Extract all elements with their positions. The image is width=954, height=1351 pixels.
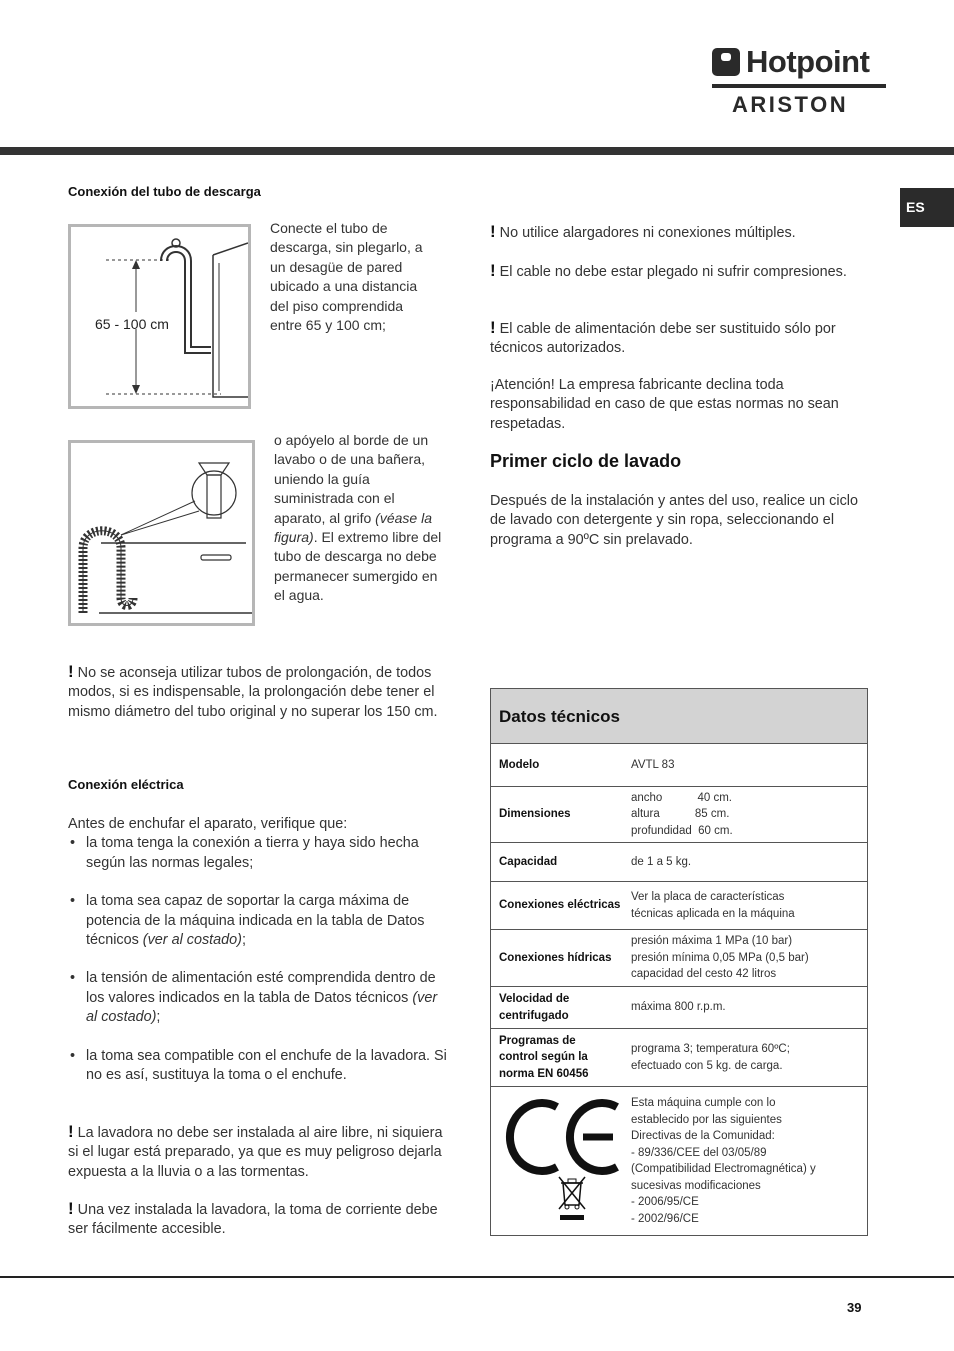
list-item-text: la tensión de alimentación esté comprendida dentro de los valores indicados en la tabla de Datos técnicos bbox=[86, 970, 436, 1006]
hotpoint-mark-icon bbox=[712, 48, 740, 76]
row-value bbox=[631, 933, 867, 983]
row-value-line: presión mínima 0,05 MPa (0,5 bar) bbox=[631, 951, 809, 964]
ce-line: Directivas de la Comunidad: bbox=[631, 1130, 775, 1142]
language-tab: ES bbox=[900, 188, 954, 227]
list-item-italic: (ver al costado) bbox=[142, 932, 242, 949]
header-bar bbox=[0, 147, 954, 155]
warning-mark-icon: ! bbox=[68, 1199, 74, 1218]
paragraph-descarga-1: Conecte el tubo de descarga, sin plegarlo, a un desagüe de pared ubicado a una distancia del piso comprendida entre 65 y 100 cm; bbox=[270, 220, 423, 334]
row-value-line: técnicas aplicada en la máquina bbox=[631, 907, 795, 920]
requirements-list bbox=[68, 834, 450, 1085]
list-item-end: ; bbox=[241, 932, 246, 949]
heading-primer-ciclo: Primer ciclo de lavado bbox=[490, 451, 682, 471]
warning-3-text: El cable de alimentación debe ser sustituido sólo por técnicos autorizados. bbox=[490, 321, 836, 357]
ce-marks bbox=[491, 1087, 631, 1235]
warning-prolongacion bbox=[68, 662, 440, 722]
warning-accesible-text: Una vez instalada la lavadora, la toma de corriente debe ser fácilmente accesible. bbox=[68, 1202, 438, 1238]
row-value bbox=[631, 757, 867, 774]
warning-mark-icon: ! bbox=[68, 662, 74, 681]
ce-line: - 89/336/CEE del 03/05/89 bbox=[631, 1146, 767, 1159]
table-row-ce bbox=[491, 1087, 867, 1235]
warning-mark-icon: ! bbox=[490, 261, 496, 280]
paragraph-atencion: ¡Atención! La empresa fabricante declina toda responsabilidad en caso de que estas normas no sean respetadas. bbox=[490, 377, 839, 432]
warning-mark-icon: ! bbox=[490, 222, 496, 241]
list-item-text: la toma sea capaz de soportar la carga máxima de potencia de la máquina indicada en la tabla de Datos técnicos bbox=[86, 893, 425, 949]
table-title: Datos técnicos bbox=[491, 689, 867, 744]
row-value-line: capacidad del cesto 42 litros bbox=[631, 968, 777, 981]
ce-line: - 2002/96/CE bbox=[631, 1212, 699, 1225]
warning-mark-icon: ! bbox=[68, 1122, 74, 1141]
warning-2-text: El cable no debe estar plegado ni sufrir compresiones. bbox=[499, 264, 847, 280]
ce-line: sucesivas modificaciones bbox=[631, 1179, 761, 1192]
row-value bbox=[631, 790, 867, 840]
logo-rule bbox=[712, 84, 886, 88]
paragraph-verifique: Antes de enchufar el aparato, verifique que: bbox=[68, 816, 348, 832]
table-row bbox=[491, 744, 867, 787]
descarga-2-text: o apóyelo al borde de un lavabo o de una bañera, uniendo la guía suministrada con el aparato, al grifo bbox=[274, 432, 429, 526]
row-value-line: efectuado con 5 kg. de carga. bbox=[631, 1059, 783, 1072]
weee-bin-icon bbox=[557, 1175, 587, 1223]
row-value bbox=[631, 999, 867, 1016]
table-row bbox=[491, 787, 867, 843]
technical-data-table bbox=[490, 688, 868, 1236]
list-item bbox=[68, 892, 450, 950]
table-row bbox=[491, 843, 867, 882]
drain-sink-drawing bbox=[71, 443, 252, 623]
table-row bbox=[491, 882, 867, 930]
row-value-line: presión máxima 1 MPa (10 bar) bbox=[631, 935, 793, 948]
ce-line: - 2006/95/CE bbox=[631, 1196, 699, 1208]
list-item: • la toma sea compatible con el enchufe de la lavadora. Si no es así, sustituya la toma o el enchufe. bbox=[68, 1047, 450, 1086]
warning-accesible bbox=[68, 1199, 444, 1240]
row-value-line: profundidad 60 cm. bbox=[631, 824, 733, 837]
row-key: Dimensiones bbox=[499, 808, 571, 821]
page-number: 39 bbox=[847, 1300, 862, 1315]
ce-line: establecido por las siguientes bbox=[631, 1113, 782, 1126]
row-value-line: de 1 a 5 kg. bbox=[631, 855, 692, 868]
ce-line: (Compatibilidad Electromagnética) y bbox=[631, 1163, 816, 1175]
row-key: Programas de control según la norma EN 60456 bbox=[499, 1034, 589, 1080]
row-value-line: altura 85 cm. bbox=[631, 808, 730, 821]
row-value-line: programa 3; temperatura 60ºC; bbox=[631, 1043, 790, 1055]
warning-1-text: No utilice alargadores ni conexiones múltiples. bbox=[499, 225, 796, 241]
figure-drain-sink bbox=[68, 440, 255, 626]
figure-height-label: 65 - 100 cm bbox=[95, 316, 169, 332]
heading-electrica: Conexión eléctrica bbox=[68, 777, 184, 792]
warning-aire-libre bbox=[68, 1122, 444, 1182]
electrica-block bbox=[68, 815, 450, 1104]
warning-prolongacion-text: No se aconseja utilizar tubos de prolongación, de todos modos, si es indispensable, la prolongación debe tener el mismo diámetro del tubo original y no superar los 150 cm. bbox=[68, 665, 438, 720]
warning-aire-text: La lavadora no debe ser instalada al aire libre, ni siquiera si el lugar está preparado, ya que es muy peligroso dejarla expuesta a la lluvia o a las tormentas. bbox=[68, 1125, 443, 1180]
table-row bbox=[491, 987, 867, 1029]
brand-bottom: ARISTON bbox=[732, 92, 849, 117]
brand-top: Hotpoint bbox=[746, 44, 870, 79]
row-key: Velocidad de centrifugado bbox=[499, 993, 570, 1022]
row-value bbox=[631, 854, 867, 871]
table-row bbox=[491, 1029, 867, 1087]
footer-rule bbox=[0, 1276, 954, 1278]
row-key: Conexiones hídricas bbox=[499, 951, 612, 964]
warning-cable-sustituido bbox=[490, 318, 870, 359]
heading-descarga: Conexión del tubo de descarga bbox=[68, 184, 261, 199]
row-key: Modelo bbox=[499, 758, 540, 771]
row-key: Conexiones eléctricas bbox=[499, 899, 621, 912]
row-value-line: Ver la placa de características bbox=[631, 891, 785, 903]
warning-mark-icon: ! bbox=[490, 318, 496, 337]
list-item bbox=[68, 969, 450, 1027]
row-value bbox=[631, 889, 867, 922]
figure-drain-wall bbox=[68, 224, 251, 409]
row-value-line: ancho 40 cm. bbox=[631, 791, 732, 804]
table-row bbox=[491, 930, 867, 987]
list-item: • la toma tenga la conexión a tierra y haya sido hecha según las normas legales; bbox=[68, 834, 450, 873]
brand-logo bbox=[712, 46, 888, 118]
descarga-2-italic: (véase la figura) bbox=[274, 509, 432, 546]
descarga-2-text-end: . El extremo libre del tubo de descarga no debe permanecer sumergido en el agua. bbox=[274, 529, 442, 604]
paragraph-primer-ciclo: Después de la instalación y antes del uso, realice un ciclo de lavado con detergente y sin ropa, seleccionando el programa a 90ºC sin prelavado. bbox=[490, 493, 858, 548]
ce-directives bbox=[631, 1087, 867, 1227]
warning-alargadores bbox=[490, 222, 868, 243]
row-value-line: AVTL 83 bbox=[631, 758, 675, 771]
list-item-end: ; bbox=[156, 1009, 161, 1026]
row-key: Capacidad bbox=[499, 855, 558, 868]
row-value bbox=[631, 1041, 867, 1074]
ce-line: Esta máquina cumple con lo bbox=[631, 1097, 776, 1109]
warning-cable-plegado bbox=[490, 261, 868, 282]
list-item-italic: (ver al costado) bbox=[86, 989, 438, 1026]
paragraph-descarga-2 bbox=[274, 431, 442, 606]
row-value-line: máxima 800 r.p.m. bbox=[631, 1001, 726, 1014]
